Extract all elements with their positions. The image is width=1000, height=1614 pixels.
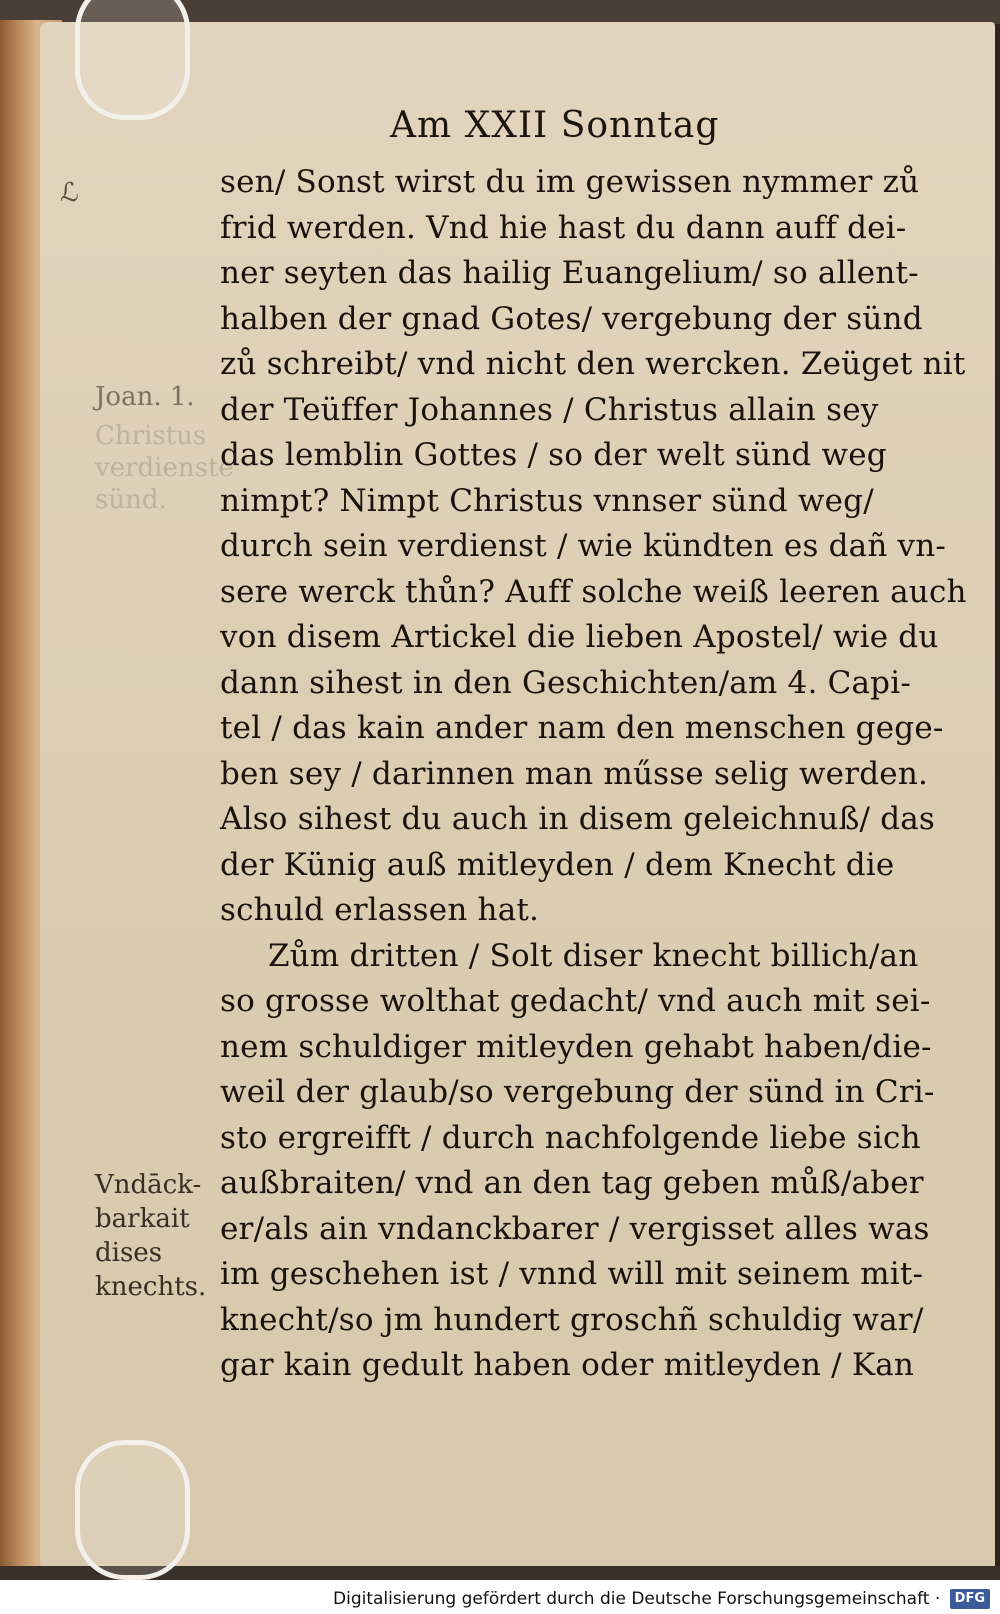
margin-note-line: Christus bbox=[95, 421, 207, 451]
text-line: dann sihest in den Geschichten/am 4. Capi- bbox=[220, 664, 912, 701]
body-text bbox=[220, 160, 967, 1389]
page-clip-bottom bbox=[75, 1440, 190, 1580]
running-head: Am XXII Sonntag bbox=[390, 105, 720, 146]
dfg-logo-badge: DFG bbox=[950, 1589, 990, 1609]
text-line: zů schreibt/ vnd nicht den wercken. Zeüget nit bbox=[220, 346, 966, 382]
text-line: sen/ Sonst wirst du im gewissen nymmer zů bbox=[220, 164, 920, 200]
text-line: der Teüffer Johannes / Christus allain sey bbox=[220, 391, 879, 428]
margin-note-line: dises bbox=[95, 1238, 163, 1268]
text-line: der Künig auß mitleyden / dem Knecht die bbox=[220, 846, 895, 883]
text-line: nem schuldiger mitleyden gehabt haben/die- bbox=[220, 1028, 932, 1065]
text-line: gar kain gedult haben oder mitleyden / Kan bbox=[220, 1347, 915, 1383]
margin-note-line: sünd. bbox=[95, 485, 167, 515]
margin-note-line: Vndāck- bbox=[95, 1170, 202, 1200]
text-line: von disem Artickel die lieben Apostel/ wie du bbox=[220, 619, 939, 655]
text-line: sto ergreifft / durch nachfolgende liebe sich bbox=[220, 1119, 921, 1156]
text-line: nimpt? Nimpt Christus vnnser sünd weg/ bbox=[220, 482, 874, 519]
text-line: halben der gnad Gotes/ vergebung der sünd bbox=[220, 300, 923, 337]
margin-mark: ℒ bbox=[60, 178, 79, 208]
text-line: so grosse wolthat gedacht/ vnd auch mit sei- bbox=[220, 983, 931, 1019]
digitization-credit bbox=[0, 1584, 990, 1614]
text-line: ben sey / darinnen man műsse selig werden. bbox=[220, 755, 929, 792]
text-line: er/als ain vndanckbarer / vergisset alles was bbox=[220, 1210, 930, 1247]
text-line: außbraiten/ vnd an den tag geben můß/aber bbox=[220, 1165, 924, 1201]
margin-note-faded bbox=[95, 420, 234, 516]
text-line: frid werden. Vnd hie hast du dann auff dei- bbox=[220, 209, 907, 246]
margin-note-line: knechts. bbox=[95, 1272, 207, 1302]
margin-note-ingratitude bbox=[95, 1168, 206, 1304]
text-line: Zům dritten / Solt diser knecht billich/an bbox=[268, 937, 919, 974]
text-line: weil der glaub/so vergebung der sünd in Cri- bbox=[220, 1074, 935, 1110]
margin-note-line: barkait bbox=[95, 1204, 190, 1234]
text-line: knecht/so jm hundert groschñ schuldig war/ bbox=[220, 1301, 924, 1338]
text-line: Also sihest du auch in disem geleichnuß/ das bbox=[220, 801, 936, 837]
text-line: sere werck thůn? Auff solche weiß leeren auch bbox=[220, 573, 967, 610]
text-line: im geschehen ist / vnnd will mit seinem mit- bbox=[220, 1256, 924, 1292]
text-line: schuld erlassen hat. bbox=[220, 892, 540, 928]
text-line: durch sein verdienst / wie kündten es dañ vn- bbox=[220, 528, 947, 564]
margin-note-reference: Joan. 1. bbox=[95, 382, 195, 412]
text-line: ner seyten das hailig Euangelium/ so allent- bbox=[220, 255, 919, 291]
text-line: tel / das kain ander nam den menschen gege- bbox=[220, 710, 944, 746]
credit-text: Digitalisierung gefördert durch die Deutsche Forschungsgemeinschaft · bbox=[333, 1589, 941, 1609]
margin-note-line: verdienste bbox=[95, 453, 234, 483]
text-line: das lemblin Gottes / so der welt sünd weg bbox=[220, 437, 887, 473]
page-clip-top bbox=[75, 0, 190, 120]
